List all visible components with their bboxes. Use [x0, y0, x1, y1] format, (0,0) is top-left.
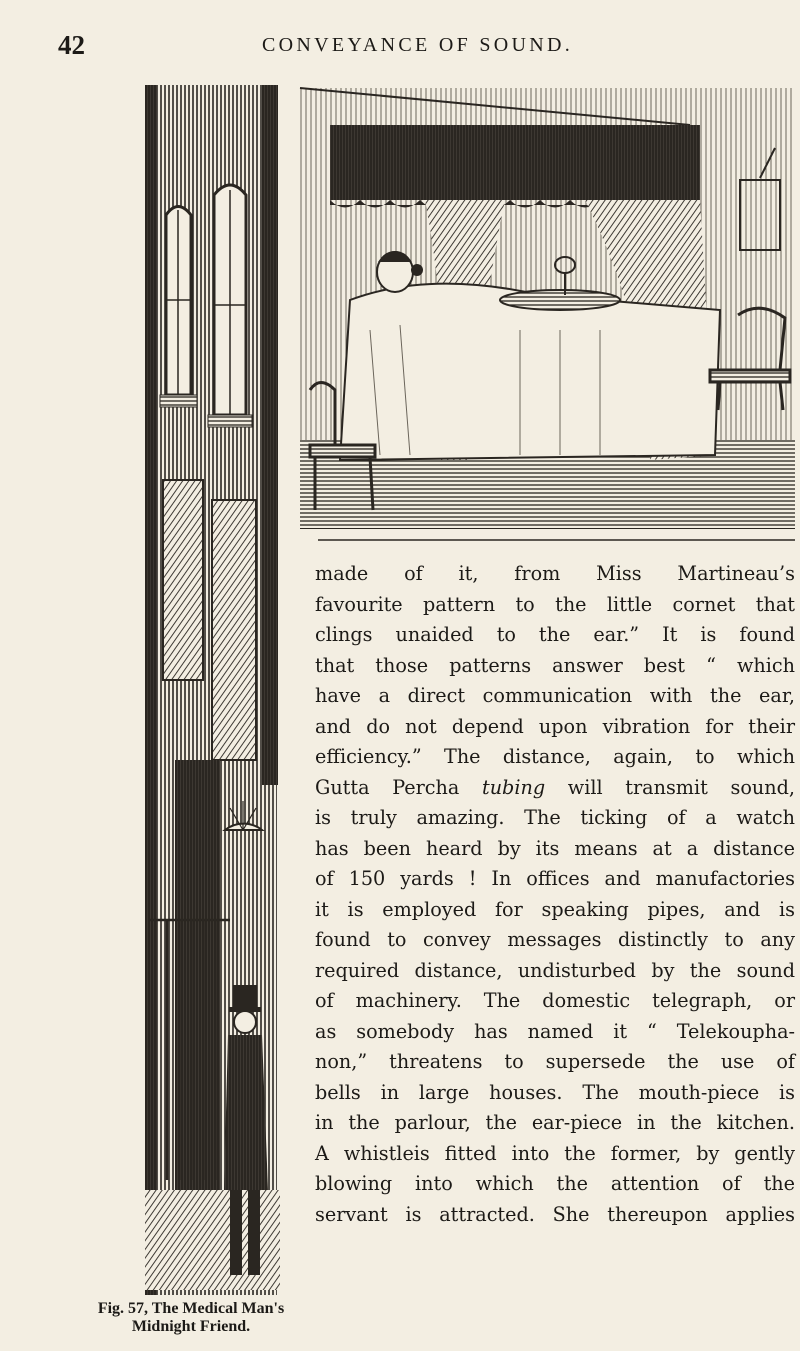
text-fragment: will transmit sound, [567, 775, 795, 799]
text-line: favourite pattern to the little cornet that [315, 592, 795, 616]
text-line: bells in large houses. The mouth-piece is [315, 1080, 795, 1104]
middle-window [163, 480, 203, 680]
text-line: A whistleis fitted into the former, by gently [315, 1141, 795, 1165]
text-line: that those patterns answer best “ which [315, 653, 795, 677]
text-line [315, 773, 795, 804]
running-title: CONVEYANCE OF SOUND. [262, 34, 574, 56]
text-line: servant is attracted. She thereupon applies [315, 1202, 795, 1226]
bed [340, 284, 720, 460]
caption-line: Midnight Friend. [131, 1318, 251, 1335]
text-fragment: Gutta Percha [315, 775, 460, 799]
body-text [315, 559, 795, 1230]
middle-window-right [212, 500, 256, 760]
bed-canopy [330, 125, 700, 200]
building-shadow [262, 85, 278, 785]
italic-term: tubing [481, 775, 546, 799]
caption-line: Fig. 57, The Medical Man's [97, 1300, 285, 1317]
text-line: and do not depend upon vibration for their [315, 714, 795, 738]
text-line: found to convey messages distinctly to any [315, 928, 795, 951]
text-line: clings unaided to the ear.” It is found [315, 623, 795, 646]
text-line: efficiency.” The distance, again, to which [315, 745, 795, 768]
text-line: non,” threatens to supersede the use of [315, 1050, 795, 1073]
building-facade [145, 85, 280, 1295]
text-line: made of it, from Miss Martineau’s [315, 562, 795, 585]
text-line: of machinery. The domestic telegraph, or [315, 989, 795, 1012]
text-line: required distance, undisturbed by the sound [315, 958, 795, 982]
text-line: it is employed for speaking pipes, and is [315, 897, 795, 921]
bedroom-scene [300, 88, 795, 540]
text-line: is truly amazing. The ticking of a watch [315, 806, 795, 829]
ear-piece-icon [411, 264, 423, 276]
text-line: as somebody has named it “ Telekoupha- [315, 1019, 795, 1043]
text-line: have a direct communication with the ear, [315, 684, 795, 707]
text-line: in the parlour, the ear-piece in the kitchen. [315, 1111, 795, 1134]
text-line: of 150 yards ! In offices and manufactories [315, 867, 795, 890]
text-line: has been heard by its means at a distance [315, 836, 795, 860]
figure-caption [60, 1300, 322, 1336]
page-number: 42 [58, 30, 85, 60]
text-line: blowing into which the attention of the [315, 1172, 795, 1195]
